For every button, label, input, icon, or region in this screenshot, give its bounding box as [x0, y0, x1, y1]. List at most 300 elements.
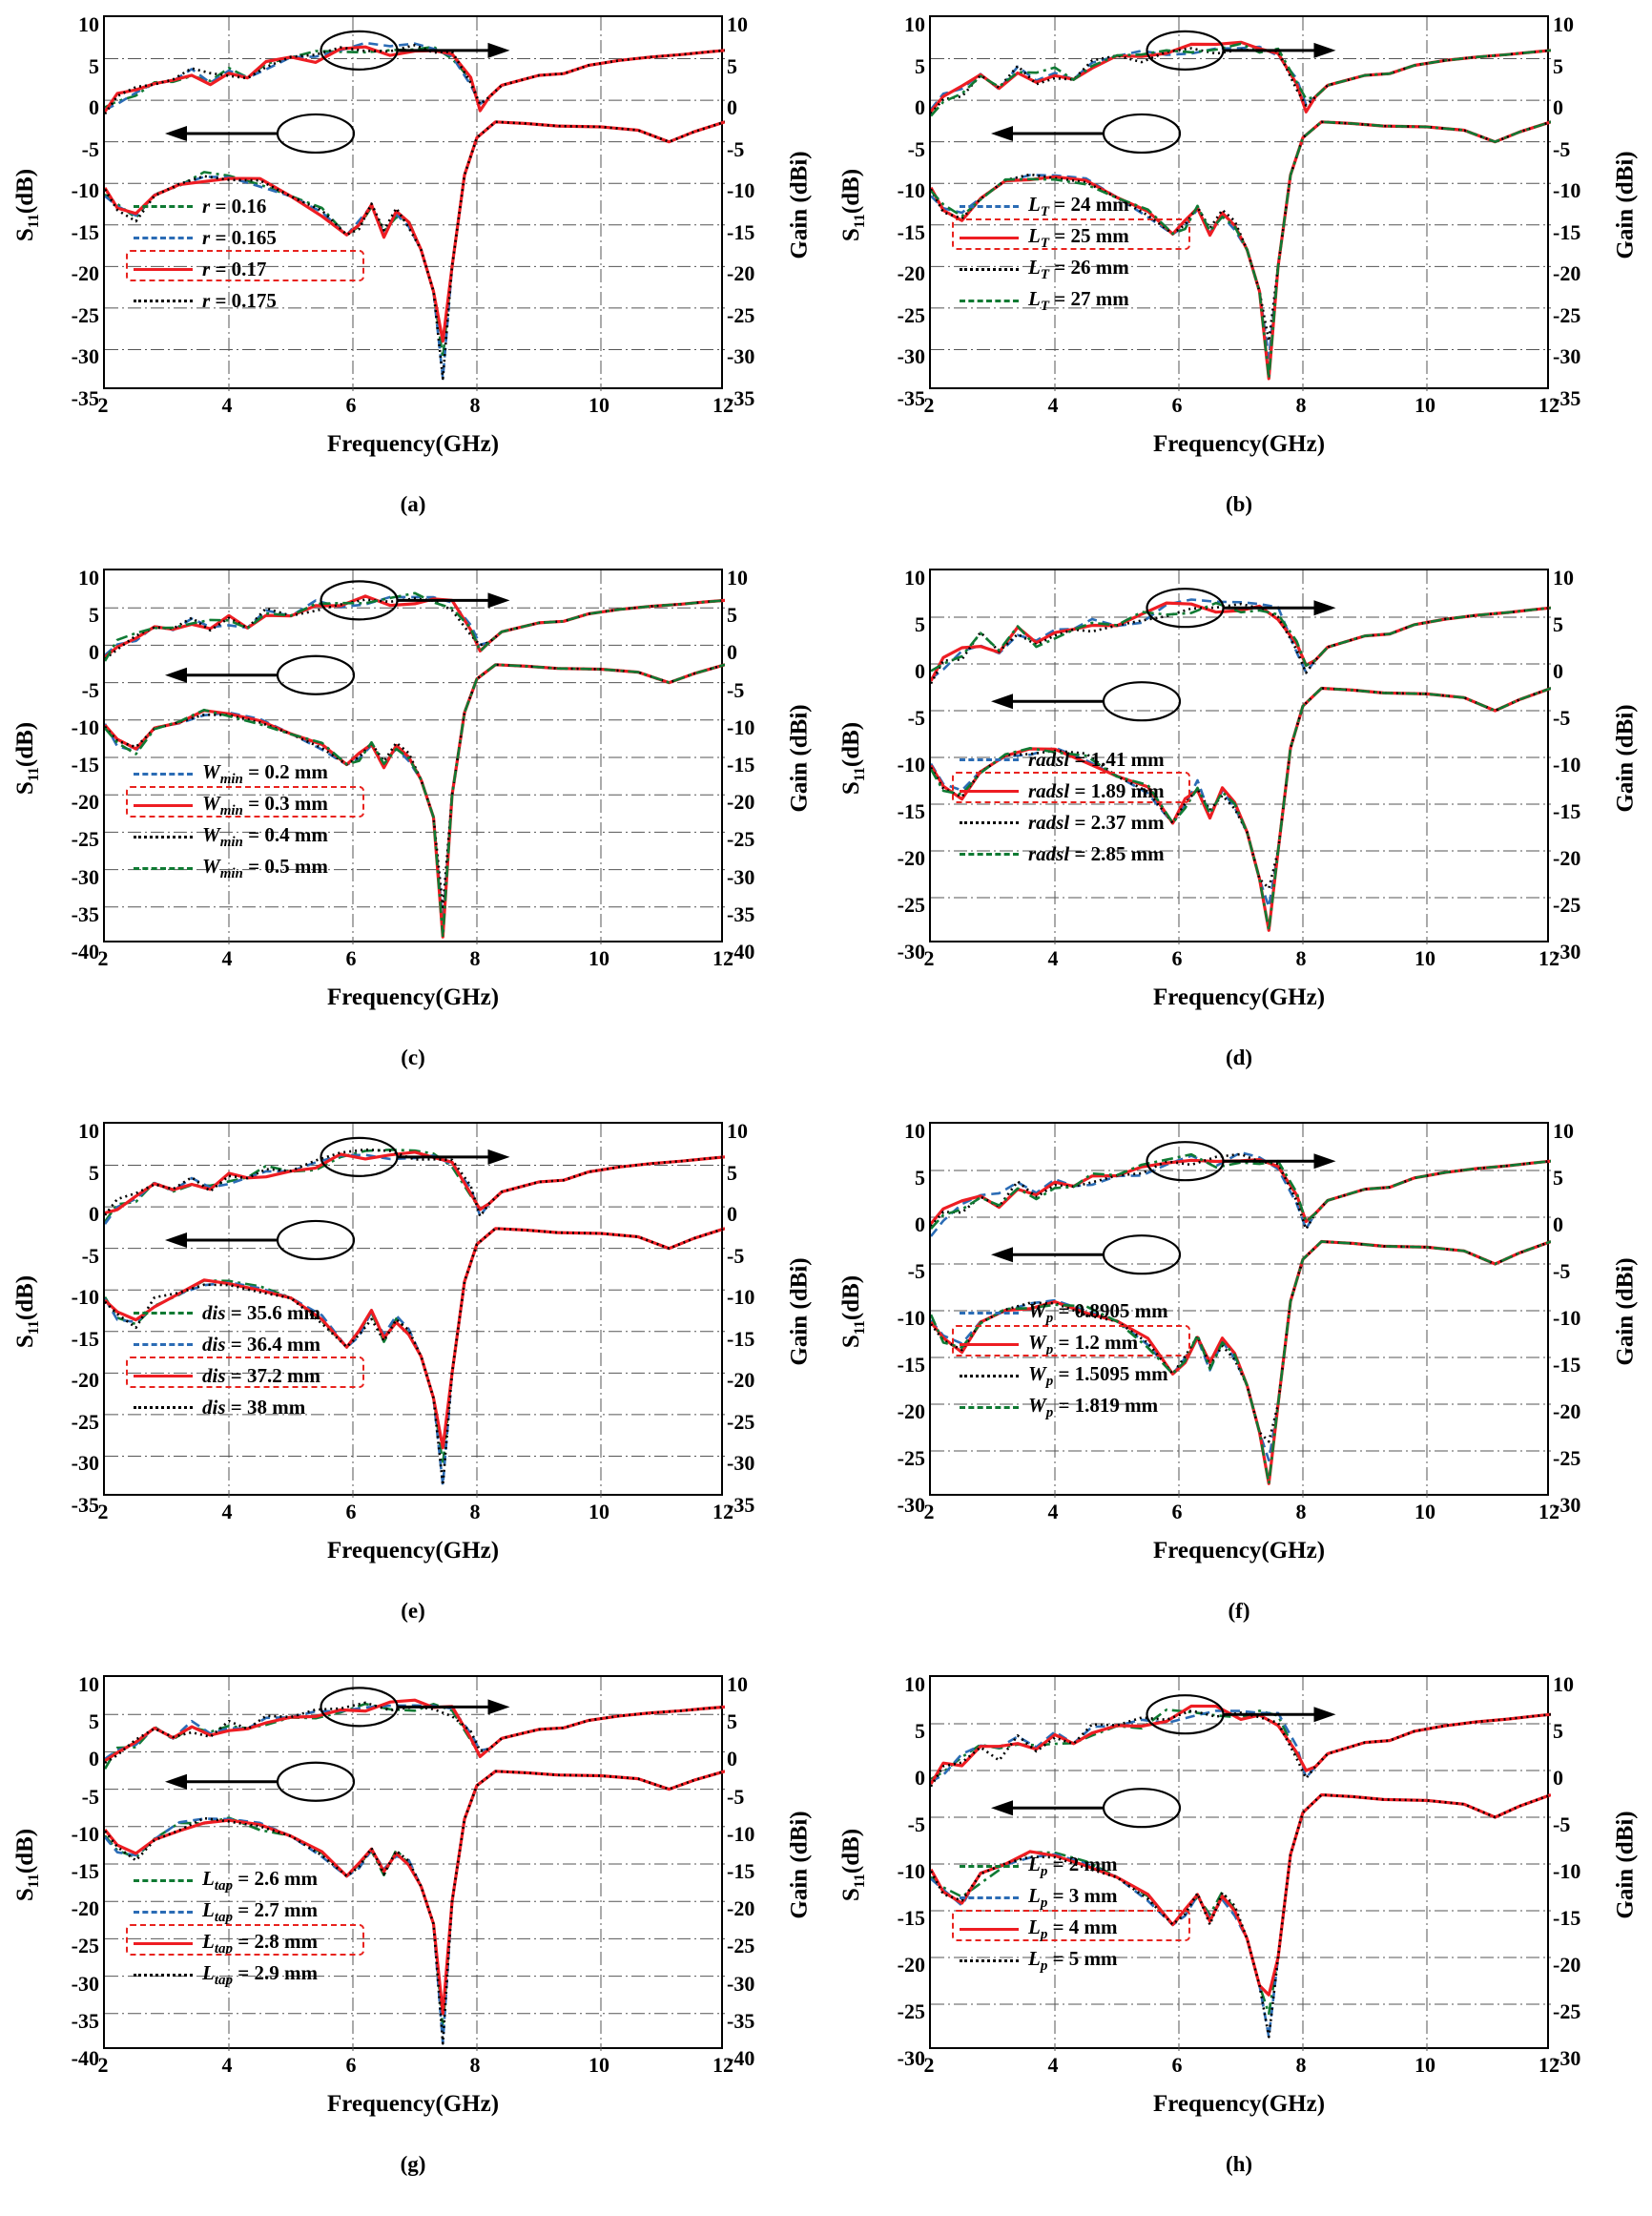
legend-swatch — [960, 300, 1019, 302]
ytick-right: -5 — [1553, 706, 1571, 730]
ytick-right: -15 — [1553, 219, 1581, 244]
ytick-left: 0 — [915, 659, 925, 683]
legend-label: $L_T = 27$ mm — [1028, 286, 1129, 315]
ytick-left: 5 — [915, 612, 925, 636]
y-axis-label-right: Gain (dBi) — [1613, 1257, 1640, 1366]
ytick-right: -5 — [727, 1784, 745, 1809]
highlight-box — [952, 772, 1190, 803]
y-axis-label-left: $S_{11}(dB)$ — [12, 1828, 43, 1902]
ytick-left: -15 — [71, 219, 99, 244]
x-axis-label: Frequency(GHz) — [326, 1538, 500, 1564]
xtick: 2 — [923, 2053, 935, 2077]
ytick-right: -10 — [1553, 753, 1581, 777]
plot-area — [826, 0, 1652, 496]
ytick-left: 0 — [915, 95, 925, 120]
legend-swatch — [134, 1343, 193, 1346]
y-axis-ticks-right — [727, 561, 782, 963]
plot-area — [826, 553, 1652, 1049]
xtick: 6 — [1171, 946, 1183, 970]
legend-label: $L_{tap} = 2.9$ mm — [202, 1960, 318, 1989]
legend-swatch — [960, 205, 1019, 208]
legend-swatch — [134, 773, 193, 776]
chart-panel-g — [0, 1660, 826, 2213]
ytick-right: -5 — [727, 136, 745, 161]
xtick: 8 — [1295, 946, 1307, 970]
ytick-left: 0 — [915, 1212, 925, 1236]
xtick: 8 — [1295, 393, 1307, 417]
y-axis-ticks-right — [727, 1114, 782, 1517]
ytick-right: -30 — [1553, 1493, 1581, 1517]
ytick-left: -20 — [897, 261, 925, 286]
legend-label: $W_{min} = 0.4$ mm — [202, 822, 328, 851]
ytick-left: 10 — [904, 1672, 925, 1696]
ytick-right: -10 — [727, 1285, 755, 1310]
y-axis-label-left: $S_{11}(dB)$ — [838, 1274, 869, 1349]
legend-label: radsl = 2.85 mm — [1028, 842, 1165, 865]
x-axis-ticks — [923, 393, 1559, 422]
ytick-left: -15 — [897, 1906, 925, 1930]
ytick-right: 10 — [727, 1119, 748, 1143]
ytick-right: -20 — [1553, 1399, 1581, 1423]
xtick: 4 — [1047, 2053, 1059, 2077]
xtick: 10 — [589, 393, 609, 417]
xtick: 2 — [97, 393, 109, 417]
highlight-box — [952, 218, 1190, 250]
ytick-left: -25 — [71, 827, 99, 852]
ytick-right: 5 — [1553, 1166, 1563, 1190]
x-axis-label: Frequency(GHz) — [326, 2091, 500, 2117]
y-axis-label-right: Gain (dBi) — [787, 704, 814, 813]
plot-area — [0, 1660, 826, 2156]
ytick-right: -20 — [1553, 261, 1581, 286]
ytick-left: 5 — [915, 1719, 925, 1743]
ytick-left: -25 — [897, 893, 925, 917]
ytick-right: -30 — [727, 1971, 755, 1996]
panel-caption: (g) — [400, 2152, 426, 2176]
legend-swatch — [134, 1974, 193, 1977]
xtick: 6 — [345, 2053, 357, 2077]
ytick-left: -30 — [71, 1971, 99, 1996]
ytick-left: 0 — [89, 640, 99, 665]
ytick-left: -40 — [71, 940, 99, 963]
legend-item — [134, 285, 277, 317]
legend-label: $W_p = 1.819$ mm — [1028, 1393, 1159, 1421]
ytick-right: 5 — [1553, 53, 1563, 78]
ytick-left: 10 — [904, 566, 925, 590]
y-axis-ticks-right — [1553, 8, 1608, 410]
legend-swatch — [960, 1375, 1019, 1377]
y-axis-ticks-left — [44, 1114, 99, 1517]
xtick: 8 — [1295, 2053, 1307, 2077]
ytick-left: 10 — [78, 1672, 99, 1696]
ytick-left: -20 — [71, 1896, 99, 1921]
ytick-left: -30 — [897, 1493, 925, 1517]
highlight-box — [126, 250, 364, 281]
ytick-right: -10 — [727, 715, 755, 739]
legend-label: r = 0.16 — [202, 195, 267, 217]
panel-caption: (e) — [401, 1599, 425, 1623]
legend-swatch — [134, 205, 193, 208]
highlight-box — [126, 1924, 364, 1956]
ytick-right: -20 — [727, 1368, 755, 1393]
xtick: 2 — [97, 946, 109, 970]
xtick: 2 — [923, 946, 935, 970]
ytick-left: -15 — [71, 753, 99, 777]
ytick-right: -30 — [1553, 940, 1581, 963]
legend-item — [134, 821, 328, 853]
ytick-right: -15 — [727, 219, 755, 244]
ytick-left: 10 — [78, 566, 99, 590]
ytick-right: 10 — [727, 12, 748, 36]
ytick-right: -15 — [727, 1326, 755, 1351]
y-axis-ticks-right — [1553, 561, 1608, 963]
y-axis-label-left: $S_{11}(dB)$ — [12, 1274, 43, 1349]
y-axis-ticks-left — [870, 1667, 925, 2070]
legend-label: $L_T = 25$ mm — [1028, 223, 1129, 252]
xtick: 12 — [1538, 393, 1559, 417]
ytick-left: -20 — [71, 1368, 99, 1393]
y-axis-ticks-right — [727, 1667, 782, 2070]
ytick-left: -10 — [897, 1859, 925, 1883]
ytick-right: -25 — [727, 1934, 755, 1958]
legend-label: $L_{tap} = 2.8$ mm — [202, 1929, 318, 1957]
ytick-right: -30 — [1553, 2046, 1581, 2070]
ytick-right: -10 — [1553, 1306, 1581, 1330]
legend-label: dis = 36.4 mm — [202, 1333, 320, 1356]
xtick: 2 — [97, 2053, 109, 2077]
legend-label: $L_p = 3$ mm — [1028, 1883, 1118, 1912]
ytick-right: -10 — [1553, 1859, 1581, 1883]
legend-item — [134, 1392, 320, 1423]
xtick: 10 — [589, 1500, 609, 1523]
xtick: 12 — [712, 2053, 733, 2077]
legend-swatch — [134, 237, 193, 239]
ytick-right: -5 — [1553, 1812, 1571, 1836]
legend-item — [134, 1865, 318, 1896]
ytick-left: -25 — [897, 1446, 925, 1470]
x-axis-ticks — [97, 946, 733, 975]
legend-label: $L_p = 5$ mm — [1028, 1946, 1118, 1975]
ytick-right: -25 — [727, 1409, 755, 1434]
ytick-left: -10 — [897, 1306, 925, 1330]
x-axis-ticks — [97, 393, 733, 422]
xtick: 12 — [1538, 1500, 1559, 1523]
legend-item — [960, 285, 1129, 317]
ytick-left: 5 — [89, 53, 99, 78]
ytick-right: -5 — [727, 677, 745, 702]
legend-label: $L_{tap} = 2.6$ mm — [202, 1866, 318, 1895]
xtick: 8 — [469, 946, 481, 970]
legend-label: radsl = 1.41 mm — [1028, 748, 1165, 771]
ytick-right: -25 — [1553, 302, 1581, 327]
ytick-right: 10 — [1553, 1119, 1574, 1143]
ytick-left: -5 — [81, 1784, 99, 1809]
chart-panel-h — [826, 1660, 1652, 2213]
legend — [134, 758, 328, 884]
plot-box — [103, 569, 723, 942]
ytick-right: 10 — [1553, 566, 1574, 590]
legend-item — [134, 1297, 320, 1329]
legend-label: $W_{min} = 0.3$ mm — [202, 791, 328, 819]
legend-label: r = 0.175 — [202, 289, 277, 312]
ytick-right: -20 — [1553, 1953, 1581, 1977]
ytick-left: -5 — [907, 706, 925, 730]
ytick-left: -25 — [897, 1999, 925, 2023]
y-axis-ticks-left — [44, 561, 99, 963]
xtick: 8 — [1295, 1500, 1307, 1523]
x-axis-ticks — [923, 946, 1559, 975]
y-axis-label-right: Gain (dBi) — [1613, 704, 1640, 813]
legend-swatch — [960, 853, 1019, 856]
xtick: 10 — [1415, 1500, 1435, 1523]
xtick: 10 — [1415, 393, 1435, 417]
ytick-left: -5 — [81, 1243, 99, 1268]
y-axis-label-left: $S_{11}(dB)$ — [838, 721, 869, 796]
y-axis-label-left: $S_{11}(dB)$ — [12, 721, 43, 796]
ytick-right: -25 — [727, 827, 755, 852]
ytick-right: -30 — [727, 1451, 755, 1476]
ytick-left: -20 — [71, 261, 99, 286]
legend-item — [960, 1851, 1118, 1882]
xtick: 2 — [923, 393, 935, 417]
legend-label: $W_p = 1.2$ mm — [1028, 1330, 1139, 1358]
ytick-right: 5 — [727, 1709, 737, 1734]
ytick-left: -30 — [897, 344, 925, 369]
ytick-right: 0 — [1553, 1212, 1563, 1236]
legend-swatch — [134, 1911, 193, 1914]
ytick-left: -15 — [897, 799, 925, 823]
y-axis-label-left: $S_{11}(dB)$ — [838, 168, 869, 242]
ytick-left: -5 — [907, 1812, 925, 1836]
legend-label: $L_p = 2$ mm — [1028, 1852, 1118, 1880]
x-axis-label: Frequency(GHz) — [1152, 2091, 1326, 2117]
legend-label: r = 0.17 — [202, 258, 267, 280]
legend-swatch — [960, 1865, 1019, 1868]
ytick-left: -30 — [71, 1451, 99, 1476]
panel-caption: (a) — [400, 492, 426, 516]
legend-label: $L_p = 4$ mm — [1028, 1915, 1118, 1943]
legend — [960, 1297, 1168, 1423]
legend-swatch — [134, 300, 193, 302]
x-axis-label: Frequency(GHz) — [1152, 431, 1326, 457]
legend-label: $W_{min} = 0.2$ mm — [202, 759, 328, 788]
ytick-right: -25 — [727, 302, 755, 327]
xtick: 10 — [589, 946, 609, 970]
panel-caption: (c) — [401, 1046, 425, 1069]
ytick-left: -30 — [897, 940, 925, 963]
legend-label: $L_T = 26$ mm — [1028, 255, 1129, 283]
ytick-right: -5 — [1553, 1259, 1571, 1283]
ytick-left: -15 — [897, 1353, 925, 1377]
ytick-left: -25 — [71, 302, 99, 327]
chart-panel-d — [826, 553, 1652, 1107]
legend-swatch — [134, 867, 193, 870]
legend-swatch — [960, 268, 1019, 271]
ytick-left: -35 — [71, 386, 99, 410]
ytick-left: -30 — [71, 864, 99, 889]
ytick-left: 5 — [89, 1160, 99, 1185]
highlight-box — [126, 786, 364, 818]
xtick: 10 — [1415, 946, 1435, 970]
ytick-right: -35 — [727, 386, 755, 410]
ytick-left: 10 — [904, 1119, 925, 1143]
xtick: 8 — [469, 1500, 481, 1523]
ytick-right: 0 — [727, 1202, 737, 1227]
plot-area — [0, 1107, 826, 1603]
chart-panel-f — [826, 1107, 1652, 1660]
ytick-right: -25 — [1553, 1446, 1581, 1470]
ytick-left: -5 — [81, 677, 99, 702]
legend-item — [960, 1392, 1168, 1423]
xtick: 10 — [589, 2053, 609, 2077]
ytick-right: -25 — [1553, 1999, 1581, 2023]
legend-swatch — [960, 821, 1019, 824]
xtick: 2 — [923, 1500, 935, 1523]
legend-swatch — [960, 1896, 1019, 1899]
xtick: 6 — [345, 393, 357, 417]
xtick: 4 — [1047, 1500, 1059, 1523]
legend-swatch — [134, 1406, 193, 1409]
ytick-left: -35 — [71, 901, 99, 926]
xtick: 6 — [345, 946, 357, 970]
ytick-left: -10 — [71, 715, 99, 739]
ytick-left: -25 — [71, 1934, 99, 1958]
highlight-box — [126, 1357, 364, 1388]
ytick-right: -20 — [1553, 846, 1581, 870]
x-axis-label: Frequency(GHz) — [1152, 984, 1326, 1010]
ytick-right: -5 — [1553, 136, 1571, 161]
legend-label: $W_{min} = 0.5$ mm — [202, 854, 328, 882]
xtick: 4 — [221, 1500, 233, 1523]
legend-label: $L_{tap} = 2.7$ mm — [202, 1897, 318, 1926]
ytick-right: 5 — [727, 603, 737, 628]
chart-panel-b — [826, 0, 1652, 553]
y-axis-ticks-right — [1553, 1667, 1608, 2070]
legend-swatch — [960, 1312, 1019, 1315]
ytick-left: -30 — [71, 344, 99, 369]
plot-area — [826, 1107, 1652, 1603]
legend-swatch — [134, 1312, 193, 1315]
ytick-left: -15 — [897, 219, 925, 244]
legend-swatch — [960, 1406, 1019, 1409]
ytick-left: -20 — [71, 790, 99, 815]
chart-panel-a — [0, 0, 826, 553]
chart-panel-c — [0, 553, 826, 1107]
ytick-right: -35 — [727, 1493, 755, 1517]
ytick-right: 0 — [1553, 1766, 1563, 1790]
ytick-left: 5 — [89, 1709, 99, 1734]
legend-swatch — [134, 1879, 193, 1882]
legend-label: radsl = 2.37 mm — [1028, 811, 1165, 834]
y-axis-ticks-left — [44, 8, 99, 410]
ytick-left: -10 — [71, 178, 99, 203]
y-axis-ticks-left — [870, 8, 925, 410]
xtick: 4 — [221, 946, 233, 970]
chart-svg — [105, 1677, 725, 2051]
legend-label: radsl = 1.89 mm — [1028, 779, 1165, 802]
ytick-left: -20 — [897, 846, 925, 870]
x-axis-ticks — [97, 2053, 733, 2081]
legend — [960, 744, 1165, 870]
y-axis-ticks-left — [870, 1114, 925, 1517]
legend-label: dis = 37.2 mm — [202, 1364, 320, 1387]
x-axis-ticks — [923, 1500, 1559, 1528]
ytick-left: -30 — [897, 2046, 925, 2070]
y-axis-label-left: $S_{11}(dB)$ — [838, 1828, 869, 1902]
ytick-right: -30 — [727, 864, 755, 889]
legend-label: dis = 38 mm — [202, 1396, 306, 1419]
ytick-right: 5 — [1553, 612, 1563, 636]
ytick-right: -5 — [727, 1243, 745, 1268]
legend-item — [960, 1945, 1118, 1977]
ytick-left: -5 — [907, 1259, 925, 1283]
ytick-left: -25 — [71, 1409, 99, 1434]
ytick-left: 10 — [78, 1119, 99, 1143]
ytick-left: -35 — [897, 386, 925, 410]
y-axis-ticks-right — [727, 8, 782, 410]
ytick-right: 5 — [1553, 1719, 1563, 1743]
ytick-right: -30 — [1553, 344, 1581, 369]
x-axis-label: Frequency(GHz) — [326, 984, 500, 1010]
ytick-right: -30 — [727, 344, 755, 369]
ytick-left: -15 — [71, 1326, 99, 1351]
ytick-left: -10 — [897, 753, 925, 777]
xtick: 6 — [1171, 393, 1183, 417]
legend-item — [134, 853, 328, 884]
panel-caption: (d) — [1225, 1046, 1253, 1069]
ytick-right: 5 — [727, 53, 737, 78]
ytick-right: 10 — [1553, 1672, 1574, 1696]
ytick-right: -35 — [1553, 386, 1581, 410]
plot-area — [826, 1660, 1652, 2156]
legend-label: dis = 35.6 mm — [202, 1301, 320, 1324]
xtick: 2 — [97, 1500, 109, 1523]
xtick: 12 — [712, 946, 733, 970]
ytick-right: -35 — [727, 901, 755, 926]
panel-caption: (h) — [1225, 2152, 1253, 2176]
ytick-right: 10 — [1553, 12, 1574, 36]
ytick-right: -20 — [727, 790, 755, 815]
ytick-left: -5 — [907, 136, 925, 161]
xtick: 12 — [1538, 2053, 1559, 2077]
legend-label: r = 0.165 — [202, 226, 277, 249]
y-axis-ticks-left — [870, 561, 925, 963]
legend-item — [960, 254, 1129, 285]
y-axis-label-right: Gain (dBi) — [1613, 1811, 1640, 1919]
ytick-left: 5 — [915, 53, 925, 78]
highlight-box — [952, 1910, 1190, 1941]
y-axis-ticks-left — [44, 1667, 99, 2070]
y-axis-label-right: Gain (dBi) — [787, 151, 814, 259]
y-axis-label-right: Gain (dBi) — [787, 1257, 814, 1366]
xtick: 6 — [1171, 1500, 1183, 1523]
ytick-left: -40 — [71, 2046, 99, 2070]
ytick-right: -20 — [727, 261, 755, 286]
plot-box — [103, 1675, 723, 2049]
ytick-right: -40 — [727, 2046, 755, 2070]
legend-item — [134, 1959, 318, 1991]
legend-label: $W_p = 1.5095$ mm — [1028, 1361, 1168, 1390]
legend-item — [960, 839, 1165, 870]
legend-label: $L_T = 24$ mm — [1028, 192, 1129, 220]
panel-caption: (f) — [1228, 1599, 1250, 1623]
legend-label: $W_p = 0.8905$ mm — [1028, 1298, 1168, 1327]
plot-area — [0, 0, 826, 496]
ytick-right: 0 — [727, 1747, 737, 1771]
xtick: 4 — [1047, 393, 1059, 417]
ytick-left: 0 — [915, 1766, 925, 1790]
ytick-left: 0 — [89, 95, 99, 120]
